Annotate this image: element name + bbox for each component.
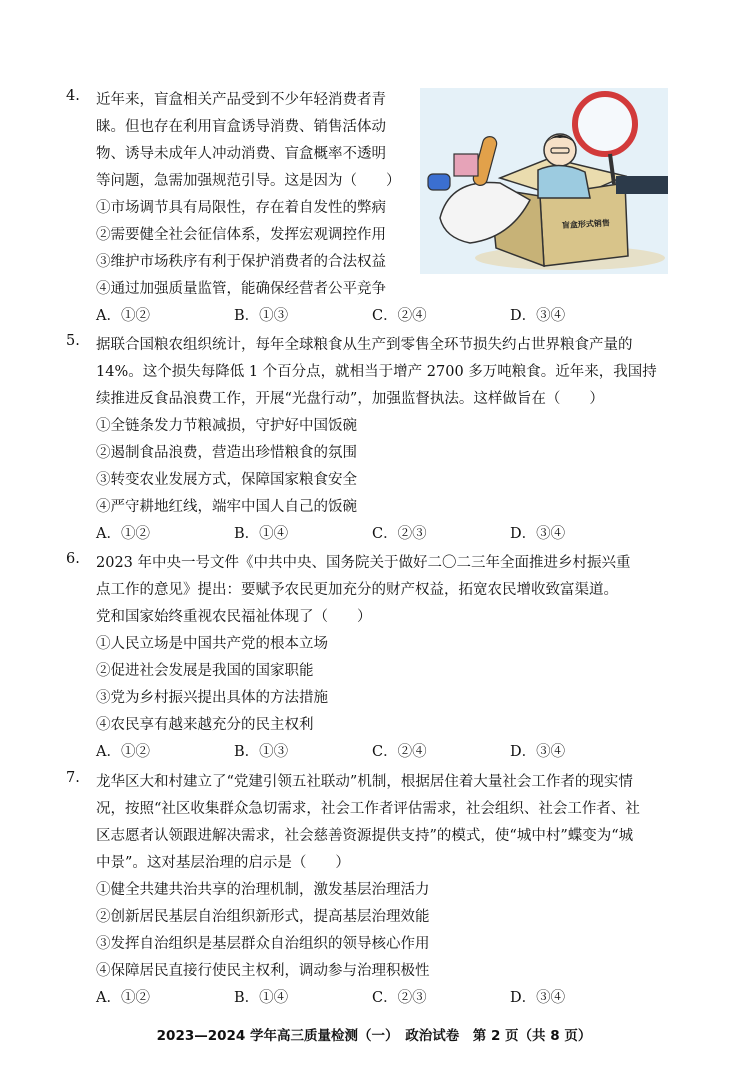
option-b[interactable]: B．①③ <box>234 744 289 760</box>
statement-4: ④严守耕地红线，端牢中国人自己的饭碗 <box>96 499 357 515</box>
option-d[interactable]: D．③④ <box>510 526 566 542</box>
person-head <box>544 134 576 166</box>
statement-1: ①市场调节具有局限性，存在着自发性的弊病 <box>96 200 386 216</box>
option-a[interactable]: A．①② <box>96 308 150 324</box>
blue-item <box>428 174 450 190</box>
question-stem-line: 况，按照“社区收集群众急切需求，社会工作者评估需求，社会组织、社会工作者、社 <box>96 801 640 817</box>
question-stem-line: 近年来，盲盒相关产品受到不少年轻消费者青 <box>96 92 386 108</box>
question-stem-line: 中景”。这对基层治理的启示是（ ） <box>96 855 350 871</box>
option-d[interactable]: D．③④ <box>510 308 566 324</box>
statement-3: ③党为乡村振兴提出具体的方法措施 <box>96 690 328 706</box>
option-d[interactable]: D．③④ <box>510 990 566 1006</box>
statement-3: ③维护市场秩序有利于保护消费者的合法权益 <box>96 254 386 270</box>
option-d[interactable]: D．③④ <box>510 744 566 760</box>
option-c[interactable]: C．②④ <box>372 744 427 760</box>
option-b[interactable]: B．①③ <box>234 308 289 324</box>
person-body <box>538 165 590 198</box>
option-c[interactable]: C．②③ <box>372 526 427 542</box>
option-a[interactable]: A．①② <box>96 744 150 760</box>
question-stem-line: 党和国家始终重视农民福祉体现了（ ） <box>96 609 372 625</box>
statement-1: ①人民立场是中国共产党的根本立场 <box>96 636 328 652</box>
page-footer: 2023—2024 学年高三质量检测（一） 政治试卷 第 2 页（共 8 页） <box>156 1028 592 1044</box>
question-stem-line: 龙华区大和村建立了“党建引领五社联动”机制，根据居住着大量社会工作者的现实情 <box>96 774 633 790</box>
question-stem-line: 续推进反食品浪费工作，开展“光盘行动”，加强监督执法。这样做旨在（ ） <box>96 391 604 407</box>
question-stem-line: 点工作的意见》提出：要赋予农民更加充分的财产权益，拓宽农民增收致富渠道。 <box>96 582 618 598</box>
statement-2: ②创新居民基层自治组织新形式，提高基层治理效能 <box>96 909 430 925</box>
option-a[interactable]: A．①② <box>96 990 150 1006</box>
statement-1: ①全链条发力节粮减损，守护好中国饭碗 <box>96 418 357 434</box>
statement-1: ①健全共建共治共享的治理机制，激发基层治理活力 <box>96 882 430 898</box>
option-c[interactable]: C．②④ <box>372 308 427 324</box>
gift-box-item <box>454 154 478 176</box>
box-label: 盲盒形式销售 <box>561 218 611 230</box>
question-number: 5. <box>66 333 80 349</box>
option-b[interactable]: B．①④ <box>234 526 289 542</box>
statement-2: ②需要健全社会征信体系，发挥宏观调控作用 <box>96 227 386 243</box>
question-stem-line: 物、诱导未成年人冲动消费、盲盒概率不透明 <box>96 146 386 162</box>
statement-3: ③转变农业发展方式，保障国家粮食安全 <box>96 472 357 488</box>
statement-4: ④保障居民直接行使民主权利，调动参与治理积极性 <box>96 963 430 979</box>
statement-4: ④通过加强质量监管，能确保经营者公平竞争 <box>96 281 386 297</box>
question-number: 7. <box>66 770 80 786</box>
question-stem-line: 据联合国粮农组织统计，每年全球粮食从生产到零售全环节损失约占世界粮食产量的 <box>96 337 633 353</box>
magnifier-ring <box>575 94 635 154</box>
blind-box-cartoon <box>420 88 668 274</box>
question-number: 6. <box>66 551 80 567</box>
option-a[interactable]: A．①② <box>96 526 150 542</box>
option-b[interactable]: B．①④ <box>234 990 289 1006</box>
question-stem-line: 等问题，急需加强规范引导。这是因为（ ） <box>96 173 401 189</box>
question-stem-line: 14%。这个损失每降低 1 个百分点，就相当于增产 2700 多万吨粮食。近年来，我国持 <box>96 364 657 380</box>
statement-4: ④农民享有越来越充分的民主权利 <box>96 717 314 733</box>
question-number: 4. <box>66 88 80 104</box>
question-stem-line: 睐。但也存在利用盲盒诱导消费、销售活体动 <box>96 119 386 135</box>
option-c[interactable]: C．②③ <box>372 990 427 1006</box>
statement-3: ③发挥自治组织是基层群众自治组织的领导核心作用 <box>96 936 430 952</box>
question-stem-line: 2023 年中央一号文件《中共中央、国务院关于做好二〇二三年全面推进乡村振兴重 <box>96 555 631 571</box>
question-stem-line: 区志愿者认领跟进解决需求，社会慈善资源提供支持”的模式，使“城中村”蝶变为“城 <box>96 828 634 844</box>
statement-2: ②遏制食品浪费，营造出珍惜粮食的氛围 <box>96 445 357 461</box>
hand-arm <box>616 176 668 194</box>
statement-2: ②促进社会发展是我国的国家职能 <box>96 663 314 679</box>
